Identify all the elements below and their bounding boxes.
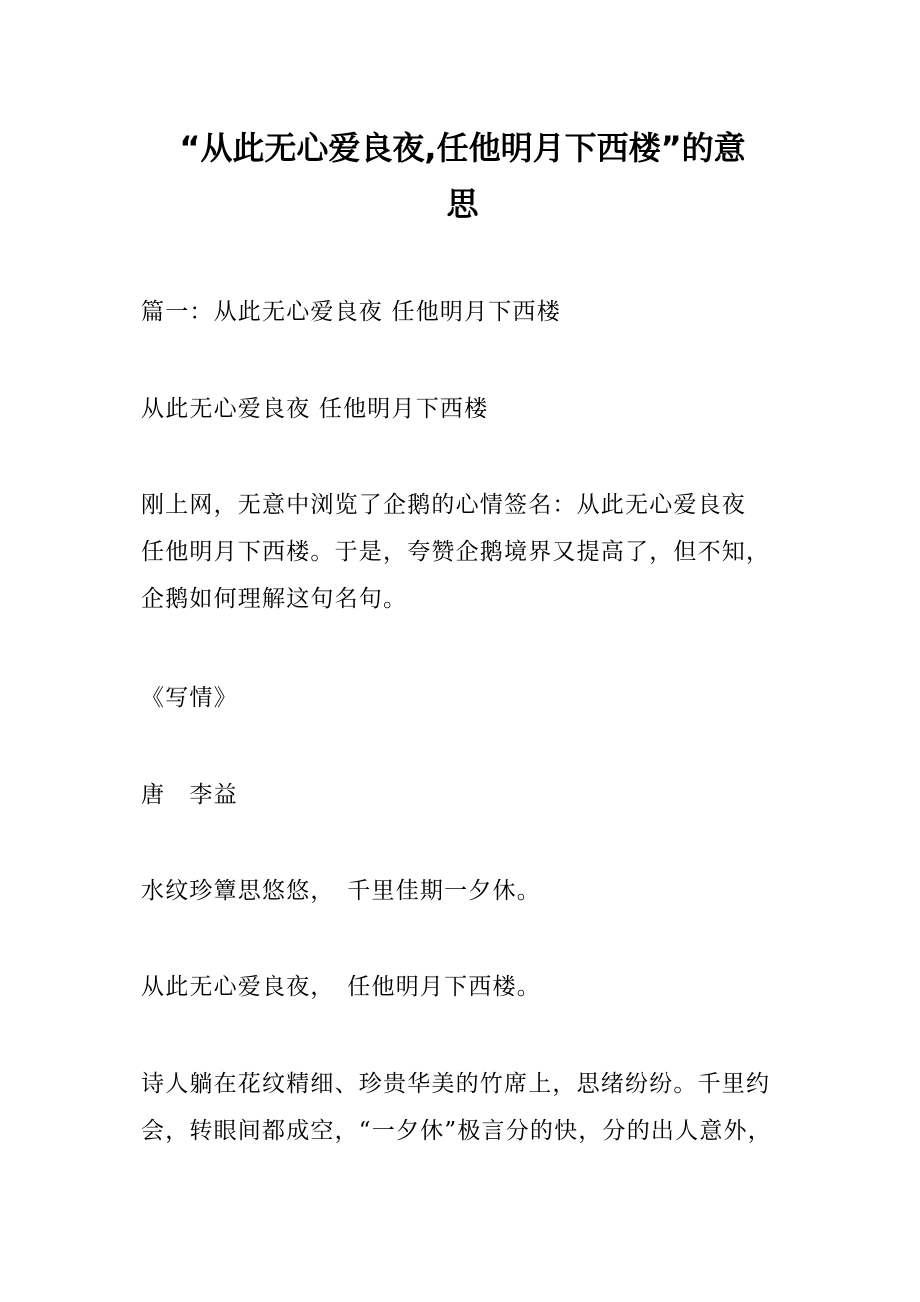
poem-line — [141, 868, 801, 915]
subheading — [141, 386, 801, 433]
title-line-2: 思 — [446, 185, 479, 223]
paragraph-line: 水纹珍簟思悠悠， 千里佳期一夕休。 — [141, 878, 541, 904]
paragraph-line: 《写情》 — [141, 685, 238, 711]
body-paragraph — [141, 1061, 801, 1155]
paragraph-line: 刚上网，无意中浏览了企鹅的心情签名：从此无心爱良夜 — [141, 492, 746, 518]
paragraph-line: 唐 李益 — [141, 782, 238, 808]
poem-author — [141, 772, 801, 819]
body-paragraph — [141, 482, 801, 623]
paragraph-line: 企鹅如何理解这句名句。 — [141, 586, 408, 612]
paragraph-line: 从此无心爱良夜 任他明月下西楼 — [141, 396, 489, 422]
paragraph-line: 会，转眼间都成空，“一夕休”极言分的快，分的出人意外， — [141, 1118, 772, 1144]
paragraph-line: 篇一：从此无心爱良夜 任他明月下西楼 — [141, 299, 561, 325]
paragraph-line: 任他明月下西楼。于是，夸赞企鹅境界又提高了，但不知， — [141, 539, 771, 565]
paragraph-line: 诗人躺在花纹精细、珍贵华美的竹席上，思绪纷纷。千里约 — [141, 1071, 771, 1097]
paragraph-line: 从此无心爱良夜， 任他明月下西楼。 — [141, 974, 541, 1000]
poem-line — [141, 964, 801, 1011]
section-heading — [141, 289, 801, 336]
poem-title — [141, 675, 801, 722]
title-line-1: “从此无心爱良夜,任他明月下西楼”的意 — [179, 129, 746, 167]
document-title — [150, 120, 775, 232]
